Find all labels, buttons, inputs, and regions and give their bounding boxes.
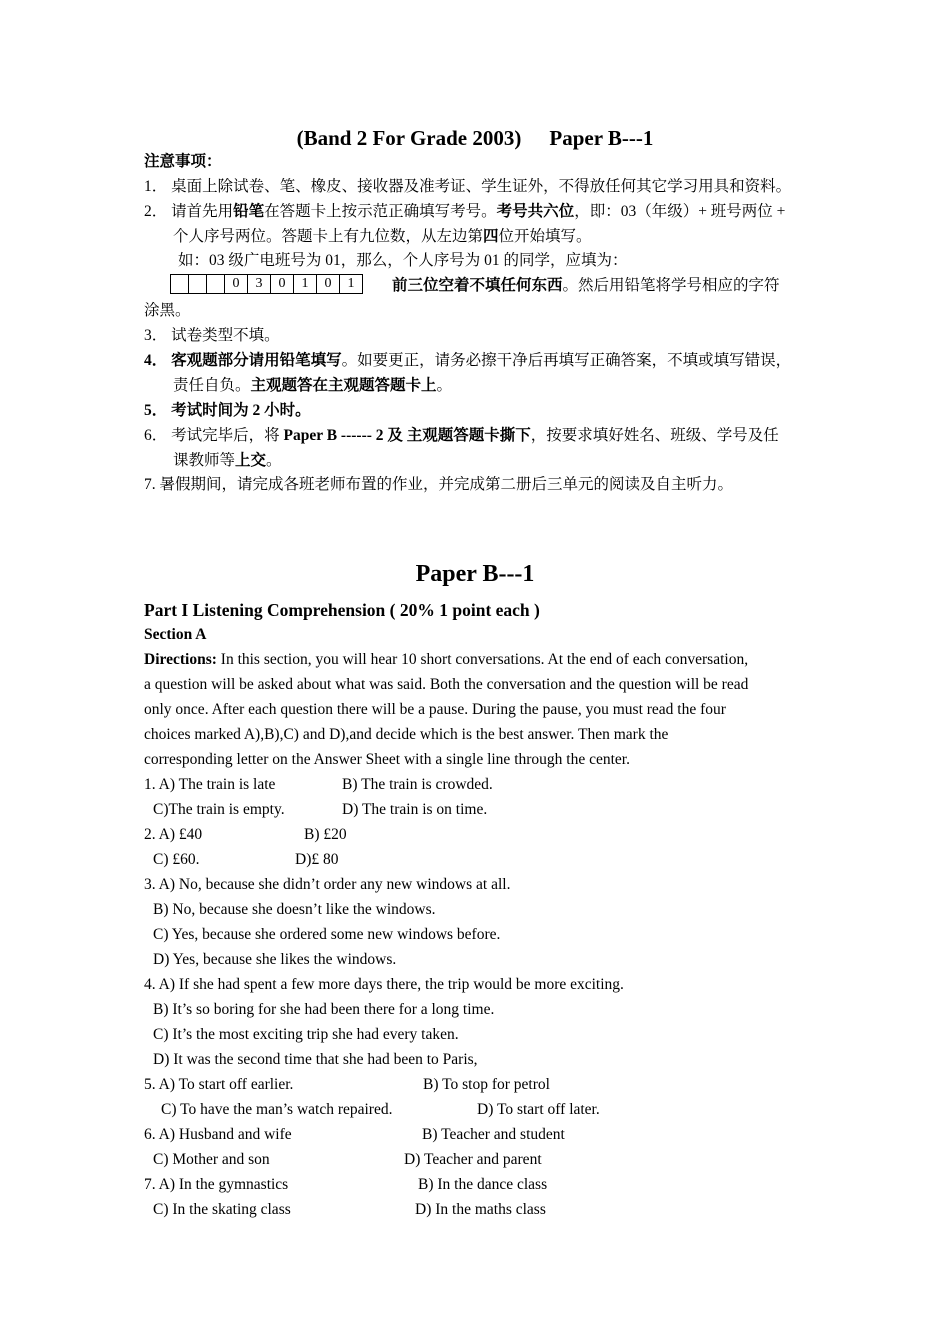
band-title: (Band 2 For Grade 2003): [296, 126, 522, 150]
q2-option-a: 2. A) £40: [144, 826, 203, 843]
paper-title: Paper B---1: [415, 561, 535, 587]
note-2-line-2: 个人序号两位。答题卡上有九位数，从左边第四位开始填写。: [173, 228, 592, 245]
directions-line-5: corresponding letter on the Answer Sheet with a single line through the center.: [144, 751, 630, 768]
note-2-fill-black: 涂黑。: [144, 302, 191, 319]
q2-option-c: C) £60.: [153, 851, 200, 868]
q4-option-d: D) It was the second time that she had been to Paris,: [153, 1051, 478, 1068]
paper-code: Paper B---1: [549, 126, 654, 150]
student-id-example-grid: [170, 274, 362, 294]
id-cell: [188, 274, 207, 294]
q7-option-d: D) In the maths class: [415, 1201, 546, 1218]
q7-option-b: B) In the dance class: [418, 1176, 548, 1193]
q3-option-b: B) No, because she doesn’t like the windows.: [153, 901, 436, 918]
note-2-line-1: 2． 请首先用铅笔在答题卡上按示范正确填写考号。考号共六位，即：03（年级）+ 班号两位 +: [144, 203, 786, 220]
part-1-title: Part I Listening Comprehension ( 20% 1 point each ): [144, 600, 540, 620]
id-cell: 3: [247, 274, 271, 294]
id-cell: 1: [339, 274, 363, 294]
directions-line-2: a question will be asked about what was said. Both the conversation and the question will be read: [144, 676, 749, 693]
note-2-id-instruction: 前三位空着不填任何东西。然后用铅笔将学号相应的字符: [392, 277, 780, 294]
note-1: 1． 桌面上除试卷、笔、橡皮、接收器及准考证、学生证外，不得放任何其它学习用具和资料。: [144, 178, 792, 195]
section-a-title: Section A: [144, 626, 207, 643]
q3-option-c: C) Yes, because she ordered some new windows before.: [153, 926, 501, 943]
note-6-line-1: 6． 考试完毕后，将 Paper B ------ 2 及 主观题答题卡撕下，按要求填好姓名、班级、学号及任: [144, 427, 779, 444]
note-4-line-1: 4． 客观题部分请用铅笔填写。如要更正，请务必擦干净后再填写正确答案，不填或填写错误，: [144, 352, 792, 369]
q4-option-b: B) It’s so boring for she had been there for a long time.: [153, 1001, 495, 1018]
q5-option-a: 5. A) To start off earlier.: [144, 1076, 294, 1093]
note-7: 7. 暑假期间，请完成各班老师布置的作业，并完成第二册后三单元的阅读及自主听力。: [144, 476, 734, 493]
q3-option-d: D) Yes, because she likes the windows.: [153, 951, 397, 968]
q6-option-d: D) Teacher and parent: [404, 1151, 542, 1168]
q2-option-b: B) £20: [304, 826, 347, 843]
note-2-example: 如：03 级广电班号为 01，那么，个人序号为 01 的同学，应填为：: [178, 252, 628, 269]
q2-option-d: D)£ 80: [295, 851, 339, 868]
note-4-line-2: 责任自负。主观题答在主观题答题卡上。: [173, 377, 453, 394]
q6-option-c: C) Mother and son: [153, 1151, 270, 1168]
directions-line-4: choices marked A),B),C) and D),and decide which is the best answer. Then mark the: [144, 726, 669, 743]
q4-option-a: 4. A) If she had spent a few more days there, the trip would be more exciting.: [144, 976, 624, 993]
q1-option-b: B) The train is crowded.: [342, 776, 493, 793]
q4-option-c: C) It’s the most exciting trip she had every taken.: [153, 1026, 459, 1043]
q3-option-a: 3. A) No, because she didn’t order any new windows at all.: [144, 876, 511, 893]
q5-option-b: B) To stop for petrol: [423, 1076, 550, 1093]
notes-heading: 注意事项：: [144, 153, 222, 170]
id-cell: [206, 274, 225, 294]
note-6-line-2: 课教师等上交。: [173, 452, 282, 469]
directions-line-1: Directions: In this section, you will hear 10 short conversations. At the end of each conversation,: [144, 651, 749, 668]
id-cell: 0: [224, 274, 248, 294]
q6-option-a: 6. A) Husband and wife: [144, 1126, 292, 1143]
q1-option-d: D) The train is on time.: [342, 801, 488, 818]
id-cell: 0: [316, 274, 340, 294]
id-cell: 0: [270, 274, 294, 294]
q5-option-c: C) To have the man’s watch repaired.: [161, 1101, 393, 1118]
q1-option-c: C)The train is empty.: [153, 801, 285, 818]
q1-option-a: 1. A) The train is late: [144, 776, 276, 793]
q7-option-c: C) In the skating class: [153, 1201, 291, 1218]
note-5: 5． 考试时间为 2 小时。: [144, 402, 311, 419]
id-cell: [170, 274, 189, 294]
header-title: [0, 126, 950, 150]
q7-option-a: 7. A) In the gymnastics: [144, 1176, 289, 1193]
id-cell: 1: [293, 274, 317, 294]
q6-option-b: B) Teacher and student: [422, 1126, 565, 1143]
q5-option-d: D) To start off later.: [477, 1101, 600, 1118]
note-3: 3． 试卷类型不填。: [144, 327, 280, 344]
directions-line-3: only once. After each question there will be a pause. During the pause, you must read the four: [144, 701, 726, 718]
